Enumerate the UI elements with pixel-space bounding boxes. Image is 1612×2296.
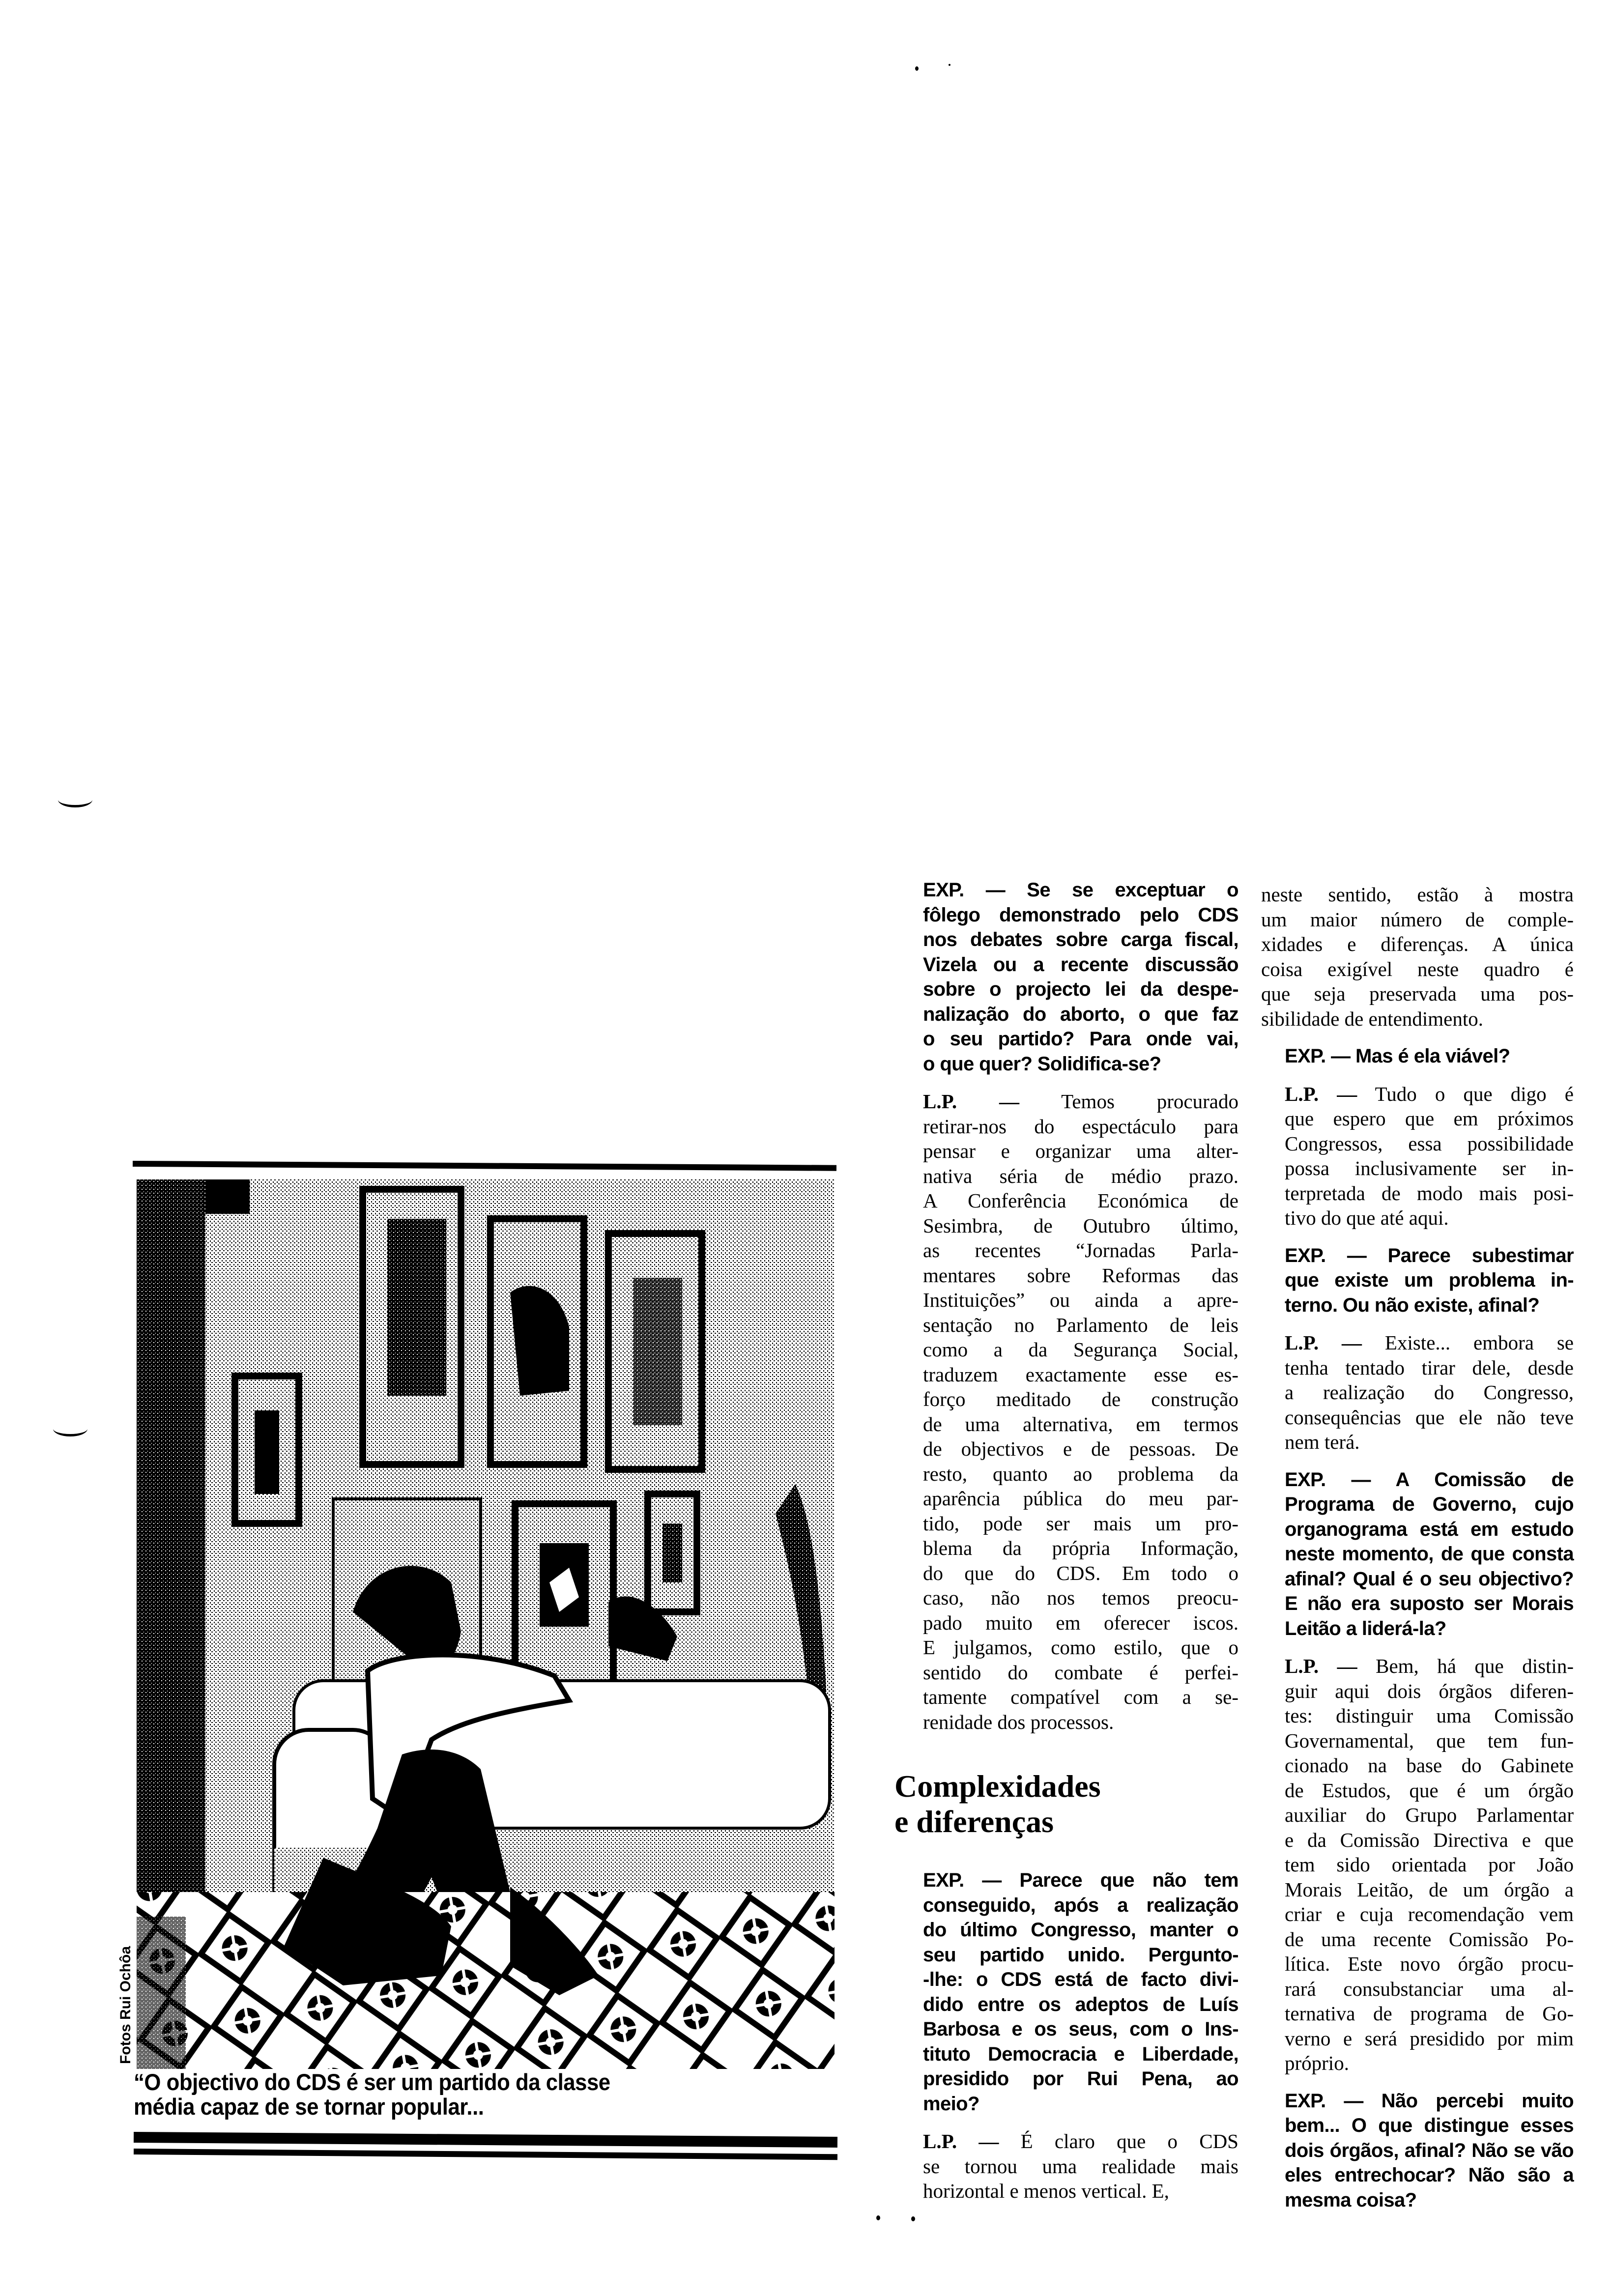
interview-question [1261, 2089, 1574, 2213]
line-text: mentares sobre Reformas das [923, 1263, 1238, 1287]
line-text: e da Comissão Directiva e que [1285, 1828, 1574, 1851]
line-text: Morais Leitão, de um órgão a [1285, 1878, 1574, 1901]
line-text: verno e será presidido por mim [1285, 2027, 1574, 2050]
text-line [1261, 2113, 1574, 2138]
interview-answer [899, 1089, 1238, 1734]
text-line [899, 1002, 1238, 1027]
line-text: que seja preservada uma pos- [1261, 982, 1574, 1005]
line-text: dido entre os adeptos de Luís [923, 1993, 1238, 2015]
line-text: Instituições” ou ainda a apre- [923, 1289, 1238, 1311]
line-text: Barbosa e os seus, com o Ins- [923, 2018, 1238, 2040]
line-text: próprio. [1285, 2052, 1349, 2074]
text-line [899, 2042, 1238, 2067]
caption-line: “O objectivo do CDS é ser um partido da classe [134, 2069, 610, 2095]
line-text: organograma está em estudo [1285, 1518, 1574, 1540]
line-text: sentido do combate é perfei- [923, 1661, 1238, 1684]
speaker-label: L.P. — [1285, 1082, 1357, 1105]
text-line [1261, 1293, 1574, 1318]
photo-top-rule [133, 1161, 836, 1171]
line-text: resto, quanto ao problema da [923, 1462, 1238, 1485]
text-line [899, 1536, 1238, 1561]
line-text: tem sido orientada por João [1285, 1853, 1574, 1876]
speaker-label: EXP. — [1285, 1468, 1371, 1491]
text-line [899, 1868, 1238, 1893]
scan-speck [915, 66, 919, 71]
text-line [899, 1967, 1238, 1992]
text-line [1261, 1243, 1574, 1268]
text-line [1261, 1430, 1574, 1455]
text-line [899, 1052, 1238, 1077]
text-line [899, 1213, 1238, 1238]
line-text: traduzem exactamente esse es- [923, 1363, 1238, 1386]
speaker-label: L.P. — [923, 1090, 1020, 1113]
text-line [899, 1610, 1238, 1636]
line-text: Governamental, que tem fun- [1285, 1729, 1574, 1752]
heading-line: e diferenças [894, 1804, 1054, 1839]
line-text: ternativa de programa de Go- [1285, 2002, 1574, 2025]
text-line [1261, 1542, 1574, 1567]
text-line [899, 1561, 1238, 1586]
text-line [899, 1263, 1238, 1288]
line-text: seu partido unido. Pergunto- [923, 1944, 1238, 1966]
line-text: caso, não nos temos preocu- [923, 1586, 1238, 1609]
line-text: de uma recente Comissão Po- [1285, 1927, 1574, 1951]
interview-answer [1261, 1082, 1574, 1231]
scan-speck [949, 64, 950, 66]
text-line [899, 1114, 1238, 1139]
interview-answer [1261, 882, 1574, 1031]
text-line [1261, 1492, 1574, 1517]
photo-credit: Fotos Rui Ochôa [117, 1946, 134, 2064]
interview-answer [899, 2129, 1238, 2204]
line-text: É claro que o CDS [1020, 2130, 1238, 2152]
interview-photo [137, 1179, 835, 2069]
interview-question [1261, 1044, 1574, 1069]
text-line [1261, 2138, 1574, 2163]
text-line [1261, 1156, 1574, 1181]
line-text: Temos procurado [1061, 1090, 1238, 1113]
text-line [899, 1089, 1238, 1114]
article-column-middle [894, 878, 1239, 2216]
text-line [899, 1511, 1238, 1536]
text-line [1261, 2163, 1574, 2188]
text-line [1261, 1567, 1574, 1592]
text-line [899, 1387, 1238, 1412]
scan-edge-mark [53, 1421, 87, 1436]
caption-rule-thin [134, 2149, 837, 2160]
article-column-right [1261, 882, 1574, 2225]
text-line [1261, 1181, 1574, 1206]
line-text: Programa de Governo, cujo [1285, 1493, 1574, 1515]
text-line [1261, 2001, 1574, 2026]
text-line [899, 1893, 1238, 1918]
scan-edge-mark [58, 792, 92, 807]
interview-answer [1261, 1654, 1574, 2076]
text-line [1261, 957, 1574, 982]
text-line [1261, 1205, 1574, 1231]
text-line [899, 2154, 1238, 2179]
line-text: Leitão a liderá-la? [1285, 1617, 1446, 1639]
text-line [899, 1139, 1238, 1164]
text-line [899, 1188, 1238, 1213]
line-text: nos debates sobre carga fiscal, [923, 929, 1238, 950]
line-text: bem... O que distingue esses [1285, 2115, 1574, 2136]
line-text: pensar e organizar uma alter- [923, 1140, 1238, 1162]
line-text: se tornou uma realidade mais [923, 2154, 1238, 2178]
speaker-label: EXP. — [1285, 1045, 1351, 1067]
text-line [899, 903, 1238, 928]
text-line [1261, 1330, 1574, 1355]
line-text: que espero que em próximos [1285, 1107, 1574, 1130]
speaker-label: L.P. — [1285, 1331, 1362, 1354]
line-text: eles entrechocar? Não são a [1285, 2164, 1574, 2186]
speaker-label: L.P. — [923, 2130, 999, 2152]
line-text: forço meditado de construção [923, 1388, 1238, 1410]
line-text: afinal? Qual é o seu objectivo? [1285, 1568, 1574, 1590]
line-text: nem terá. [1285, 1431, 1360, 1453]
line-text: aparência pública do meu par- [923, 1487, 1238, 1510]
text-line [1261, 1380, 1574, 1405]
line-text: Bem, há que distin- [1376, 1655, 1574, 1677]
line-text: sibilidade de entendimento. [1261, 1007, 1484, 1030]
line-text: auxiliar do Grupo Parlamentar [1285, 1804, 1574, 1826]
line-text: um maior número de comple- [1261, 908, 1574, 931]
line-text: conseguido, após a realização [923, 1894, 1238, 1916]
line-text: Existe... embora se [1384, 1331, 1574, 1354]
line-text: mesma coisa? [1285, 2189, 1417, 2211]
line-text: fôlego demonstrado pelo CDS [923, 904, 1238, 926]
text-line [1261, 2089, 1574, 2114]
text-line [1261, 1778, 1574, 1803]
text-line [899, 1412, 1238, 1437]
text-line [1261, 2188, 1574, 2213]
text-line [899, 2066, 1238, 2092]
text-line [1261, 1106, 1574, 1131]
line-text: rará consubstanciar uma al- [1285, 1977, 1574, 2000]
speaker-label: EXP. — [923, 879, 1006, 901]
text-line [899, 1660, 1238, 1685]
line-text: coisa exigível neste quadro é [1261, 957, 1574, 980]
text-line [899, 927, 1238, 952]
text-line [1261, 1268, 1574, 1293]
line-text: E não era suposto ser Morais [1285, 1593, 1574, 1614]
text-line [899, 1164, 1238, 1189]
text-line [899, 952, 1238, 977]
line-text: do que do CDS. Em todo o [923, 1561, 1238, 1584]
text-line [899, 1436, 1238, 1462]
text-line [1261, 1927, 1574, 1952]
text-line [1261, 1902, 1574, 1927]
line-text: que existe um problema in- [1285, 1269, 1574, 1291]
line-text: como a da Segurança Social, [923, 1338, 1238, 1361]
caption-rule-thick [134, 2132, 837, 2148]
text-line [899, 2017, 1238, 2042]
line-text: Tudo o que digo é [1375, 1082, 1574, 1105]
speaker-label: EXP. — [1285, 1244, 1367, 1266]
text-line [899, 1943, 1238, 1968]
text-line [1261, 1877, 1574, 1902]
interview-question [899, 1868, 1238, 2116]
text-line [1261, 1852, 1574, 1877]
line-text: tivo do que até aqui. [1285, 1206, 1449, 1229]
text-line [1261, 1591, 1574, 1616]
speaker-label: L.P. — [1285, 1655, 1357, 1677]
text-line [1261, 1616, 1574, 1641]
text-line [899, 2179, 1238, 2204]
text-line [899, 1288, 1238, 1313]
line-text: Não percebi muito [1381, 2090, 1574, 2112]
line-text: de uma alternativa, em termos [923, 1412, 1238, 1435]
text-line [1261, 1355, 1574, 1380]
scan-speck [876, 2215, 880, 2220]
line-text: retirar-nos do espectáculo para [923, 1115, 1238, 1138]
text-line [1261, 981, 1574, 1006]
line-text: E julgamos, como estilo, que o [923, 1636, 1238, 1659]
line-text: dois órgãos, afinal? Não se vão [1285, 2139, 1574, 2161]
line-text: neste sentido, estão à mostra [1261, 883, 1574, 906]
line-text: pado muito em oferecer iscos. [923, 1611, 1238, 1634]
line-text: sobre o projecto lei da despe- [923, 978, 1238, 1000]
line-text: as recentes “Jornadas Parla- [923, 1239, 1238, 1262]
interview-question [1261, 1467, 1574, 1641]
line-text: sentação no Parlamento de leis [923, 1313, 1238, 1336]
text-line [1261, 882, 1574, 907]
heading-line: Complexidades [894, 1769, 1101, 1804]
text-line [899, 977, 1238, 1002]
line-text: tenha tentado tirar dele, desde [1285, 1356, 1574, 1379]
text-line [1261, 2051, 1574, 2076]
text-line [1261, 1753, 1574, 1778]
line-text: Vizela ou a recente discussão [923, 953, 1238, 976]
line-text: possa inclusivamente ser in- [1285, 1157, 1574, 1179]
text-line [1261, 1977, 1574, 2002]
line-text: tamente compatível com a se- [923, 1686, 1238, 1708]
text-line [899, 1027, 1238, 1052]
line-text: o que quer? Solidifica-se? [923, 1053, 1161, 1075]
text-line [1261, 1467, 1574, 1492]
line-text: o seu partido? Para onde vai, [923, 1028, 1238, 1050]
interview-question [1261, 1243, 1574, 1318]
line-text: tido, pode ser mais um pro- [923, 1512, 1238, 1535]
line-text: renidade dos processos. [923, 1710, 1114, 1733]
text-line [1261, 1728, 1574, 1753]
line-text: xidades e diferenças. A única [1261, 933, 1574, 955]
text-line [1261, 1131, 1574, 1156]
text-line [1261, 1044, 1574, 1069]
line-text: terno. Ou não existe, afinal? [1285, 1294, 1540, 1316]
line-text: de Estudos, que é um órgão [1285, 1779, 1574, 1802]
photo-caption [134, 2070, 783, 2119]
text-line [899, 1635, 1238, 1660]
text-line [899, 878, 1238, 903]
text-line [1261, 1803, 1574, 1828]
text-line [899, 1486, 1238, 1511]
line-text: tituto Democracia e Liberdade, [923, 2043, 1238, 2065]
line-text: neste momento, de que consta [1285, 1543, 1574, 1565]
line-text: criar e cuja recomendação vem [1285, 1903, 1574, 1925]
text-line [899, 1362, 1238, 1387]
line-text: nalização do aborto, o que faz [923, 1003, 1238, 1025]
line-text: Se se exceptuar o [1027, 879, 1239, 901]
line-text: consequências que ele não teve [1285, 1406, 1574, 1429]
line-text: guir aqui dois órgãos diferen- [1285, 1679, 1574, 1702]
line-text: cionado na base do Gabinete [1285, 1754, 1574, 1777]
caption-line: média capaz de se tornar popular... [134, 2094, 484, 2120]
text-line [1261, 907, 1574, 932]
speaker-label: EXP. — [923, 1869, 1002, 1891]
line-text: A Conferência Económica de [923, 1189, 1238, 1212]
text-line [899, 1685, 1238, 1710]
text-line [899, 1337, 1238, 1362]
line-text: Congressos, essa possibilidade [1285, 1132, 1574, 1155]
line-text: blema da própria Informação, [923, 1537, 1238, 1559]
text-line [899, 1585, 1238, 1610]
text-line [1261, 932, 1574, 957]
interview-answer [1261, 1330, 1574, 1455]
text-line [1261, 1703, 1574, 1728]
text-line [899, 1992, 1238, 2017]
text-line [1261, 1082, 1574, 1107]
line-text: terpretada de modo mais posi- [1285, 1181, 1574, 1205]
text-line [1261, 1828, 1574, 1853]
text-line [1261, 1679, 1574, 1704]
text-line [899, 1238, 1238, 1263]
line-text: Sesimbra, de Outubro último, [923, 1214, 1238, 1237]
text-line [1261, 1006, 1574, 1032]
text-line [1261, 1952, 1574, 1977]
text-line [899, 2092, 1238, 2117]
text-line [899, 2129, 1238, 2154]
line-text: tes: distinguir uma Comissão [1285, 1704, 1574, 1727]
text-line [1261, 1654, 1574, 1679]
interview-question [899, 878, 1238, 1076]
line-text: -lhe: o CDS está de facto divi- [923, 1969, 1238, 1990]
line-text: meio? [923, 2093, 979, 2115]
text-line [899, 1313, 1238, 1338]
line-text: nativa séria de médio prazo. [923, 1164, 1238, 1187]
line-text: Parece que não tem [1019, 1869, 1239, 1891]
line-text: a realização do Congresso, [1285, 1381, 1574, 1404]
text-line [1261, 1517, 1574, 1542]
text-line [1261, 2026, 1574, 2051]
line-text: Mas é ela viável? [1355, 1045, 1510, 1067]
speaker-label: EXP. — [1285, 2090, 1363, 2112]
line-text: horizontal e menos vertical. E, [923, 2180, 1169, 2202]
text-line [899, 1710, 1238, 1735]
scan-speck [911, 2216, 915, 2221]
line-text: lítica. Este novo órgão procu- [1285, 1952, 1574, 1975]
line-text: presidido por Rui Pena, ao [923, 2068, 1238, 2090]
line-text: de objectivos e de pessoas. De [923, 1437, 1238, 1460]
line-text: do último Congresso, manter o [923, 1919, 1238, 1941]
section-heading [894, 1769, 1238, 1839]
line-text: Parece subestimar [1387, 1244, 1574, 1266]
text-line [899, 1462, 1238, 1487]
text-line [1261, 1405, 1574, 1430]
line-text: A Comissão de [1395, 1468, 1574, 1491]
text-line [899, 1918, 1238, 1943]
